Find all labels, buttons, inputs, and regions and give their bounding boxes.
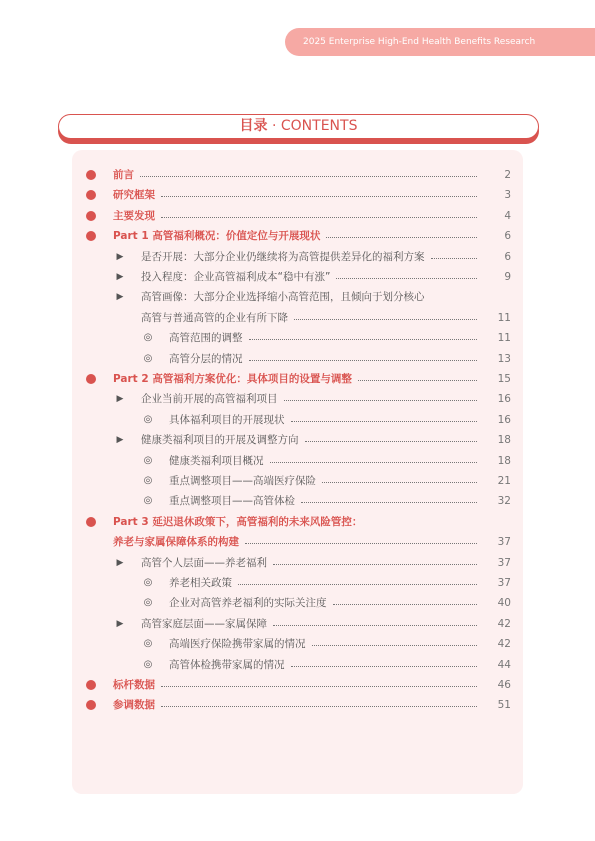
toc-page-number: 44 <box>497 658 511 671</box>
toc-page-number: 11 <box>497 311 511 324</box>
toc-page-number: 15 <box>497 373 511 385</box>
toc-entry-text: 具体福利项目的开展现状 <box>169 413 285 426</box>
toc-page-number: 6 <box>504 250 511 263</box>
triangle-bullet-icon: ▶ <box>116 394 124 405</box>
toc-entry-text: Part 2 高管福利方案优化：具体项目的设置与调整 <box>113 373 352 385</box>
toc-entry-text: 高管体检携带家属的情况 <box>169 658 285 671</box>
toc-entry[interactable] <box>0 655 595 675</box>
toc-entry-text: 高管家庭层面——家属保障 <box>141 617 267 630</box>
toc-page-number: 18 <box>497 454 511 467</box>
toc-entry-text: 重点调整项目——高管体检 <box>169 495 295 508</box>
toc-entry[interactable] <box>0 267 595 287</box>
dot-leader <box>284 399 478 401</box>
toc-entry[interactable] <box>0 573 595 593</box>
dot-leader <box>291 420 478 422</box>
dot-leader <box>333 603 478 605</box>
toc-entry-text: 高端医疗保险携带家属的情况 <box>169 638 306 651</box>
dot-leader <box>301 501 477 503</box>
toc-entry[interactable] <box>0 553 595 573</box>
dot-leader <box>312 644 478 646</box>
toc-entry-text: 健康类福利项目的开展及调整方向 <box>141 434 299 447</box>
toc-page-number: 6 <box>504 230 511 243</box>
dot-leader <box>161 195 477 197</box>
toc-entry[interactable] <box>0 491 595 511</box>
toc-entry[interactable] <box>0 471 595 491</box>
dot-leader <box>273 563 477 565</box>
toc-entry[interactable] <box>0 287 595 307</box>
toc-entry[interactable] <box>0 349 595 369</box>
bullet-dot-icon <box>85 165 97 185</box>
dot-leader <box>294 318 477 320</box>
toc-entry-text: 企业对高管养老福利的实际关注度 <box>169 597 327 610</box>
toc-page-number: 42 <box>497 617 511 630</box>
toc-page-number: 37 <box>497 577 511 589</box>
toc-entry-text: 高管范围的调整 <box>169 332 243 345</box>
dot-leader <box>273 624 477 626</box>
dot-leader <box>270 461 478 463</box>
toc-entry-text: 主要发现 <box>113 209 155 222</box>
toc-page-number: 2 <box>504 169 511 181</box>
toc-entry[interactable] <box>0 451 595 471</box>
toc-entry-text: 养老相关政策 <box>169 577 232 589</box>
toc-entry-text: 是否开展：大部分企业仍继续将为高管提供差异化的福利方案 <box>141 250 425 263</box>
bullet-dot-icon <box>85 206 97 226</box>
triangle-bullet-icon: ▶ <box>116 272 124 282</box>
toc-entry[interactable] <box>0 430 595 450</box>
toc-entry[interactable] <box>0 389 595 409</box>
toc-heading-sep: · <box>271 118 277 134</box>
toc-page-number: 46 <box>497 679 511 691</box>
toc-page-number: 18 <box>497 434 511 447</box>
triangle-bullet-icon: ▶ <box>116 435 124 446</box>
triangle-bullet-icon: ▶ <box>116 557 124 568</box>
dot-leader <box>249 359 478 361</box>
toc-entry[interactable] <box>0 410 595 430</box>
dot-leader <box>336 277 477 279</box>
toc-entry[interactable] <box>0 532 595 552</box>
dot-leader <box>161 685 477 687</box>
toc-entry-text: 高管画像：大部分企业选择缩小高管范围，且倾向于划分核心 <box>141 291 425 304</box>
toc-entry[interactable] <box>0 634 595 654</box>
toc-entry[interactable] <box>0 675 595 695</box>
toc-page-number: 21 <box>497 475 511 487</box>
bullet-dot-icon <box>85 512 97 532</box>
toc-entry[interactable] <box>0 328 595 348</box>
toc-entry-text: 高管与普通高管的企业有所下降 <box>141 311 288 324</box>
circle-bullet-icon: ◎ <box>143 638 153 650</box>
dot-leader <box>305 440 478 442</box>
toc-entry[interactable] <box>0 614 595 634</box>
dot-leader <box>326 236 477 238</box>
toc-entry-text: 参调数据 <box>113 699 155 712</box>
circle-bullet-icon: ◎ <box>143 454 153 466</box>
toc-entry-text: 高管分层的情况 <box>169 352 243 365</box>
toc-entry-text: Part 3 延迟退休政策下，高管福利的未来风险管控： <box>113 515 363 528</box>
toc-heading-cn: 目录 <box>239 118 268 134</box>
dot-leader <box>431 257 478 259</box>
triangle-bullet-icon: ▶ <box>116 292 124 303</box>
circle-bullet-icon: ◎ <box>143 577 153 588</box>
bullet-dot-icon <box>85 695 97 715</box>
toc-page-number: 42 <box>497 638 511 651</box>
circle-bullet-icon: ◎ <box>143 332 153 344</box>
dot-leader <box>238 583 477 585</box>
toc-page-number: 13 <box>497 352 511 365</box>
circle-bullet-icon: ◎ <box>143 475 153 486</box>
toc-page-number: 3 <box>504 189 511 202</box>
toc-page-number: 40 <box>497 597 511 610</box>
dot-leader <box>245 542 477 544</box>
toc-entry-text: 重点调整项目——高端医疗保险 <box>169 475 316 487</box>
bullet-dot-icon <box>85 226 97 246</box>
toc-entry[interactable] <box>0 185 595 205</box>
toc-page-number: 4 <box>504 209 511 222</box>
dot-leader <box>161 705 477 707</box>
dot-leader <box>358 379 477 381</box>
toc-page-number: 37 <box>497 556 511 569</box>
dot-leader <box>291 665 478 667</box>
toc-entry[interactable] <box>0 512 595 532</box>
toc-entry[interactable] <box>0 206 595 226</box>
toc-page-number: 16 <box>497 393 511 406</box>
toc-page-number: 9 <box>504 271 511 283</box>
toc-page-number: 11 <box>497 332 511 345</box>
toc-entry-text: 企业当前开展的高管福利项目 <box>141 393 278 406</box>
circle-bullet-icon: ◎ <box>143 413 153 425</box>
toc-entry-text: 养老与家属保障体系的构建 <box>113 536 239 549</box>
triangle-bullet-icon: ▶ <box>116 251 124 262</box>
dot-leader <box>161 216 477 218</box>
toc-page-number: 51 <box>497 699 511 712</box>
dot-leader <box>322 481 477 483</box>
circle-bullet-icon: ◎ <box>143 352 153 364</box>
toc-entry[interactable] <box>0 695 595 715</box>
toc-entry-text: 研究框架 <box>113 189 155 202</box>
toc-entry-text: Part 1 高管福利概况：价值定位与开展现状 <box>113 230 321 243</box>
toc-entry[interactable] <box>0 226 595 246</box>
dot-leader <box>249 338 478 340</box>
triangle-bullet-icon: ▶ <box>116 618 124 629</box>
circle-bullet-icon: ◎ <box>143 658 153 670</box>
bullet-dot-icon <box>85 675 97 695</box>
report-title: 2025 Enterprise High-End Health Benefits Research <box>303 37 536 47</box>
circle-bullet-icon: ◎ <box>143 495 153 507</box>
toc-entry-text: 前言 <box>113 169 134 181</box>
toc-page-number: 16 <box>497 413 511 426</box>
toc-entry[interactable] <box>0 308 595 328</box>
toc-heading-en: CONTENTS <box>280 118 358 134</box>
toc-entry-text: 高管个人层面——养老福利 <box>141 556 267 569</box>
toc-entry-text: 投入程度：企业高管福利成本“稳中有涨” <box>141 271 331 283</box>
toc-entry-text: 标杆数据 <box>113 679 155 691</box>
toc-entry[interactable] <box>0 369 595 389</box>
toc-entry-text: 健康类福利项目概况 <box>169 454 264 467</box>
toc-page-number: 37 <box>497 536 511 549</box>
bullet-dot-icon <box>85 185 97 205</box>
bullet-dot-icon <box>85 369 97 389</box>
toc-entry[interactable] <box>0 165 595 185</box>
toc-entry[interactable] <box>0 593 595 613</box>
circle-bullet-icon: ◎ <box>143 597 153 609</box>
toc-page-number: 32 <box>497 495 511 508</box>
dot-leader <box>140 175 477 177</box>
toc-entry[interactable] <box>0 247 595 267</box>
